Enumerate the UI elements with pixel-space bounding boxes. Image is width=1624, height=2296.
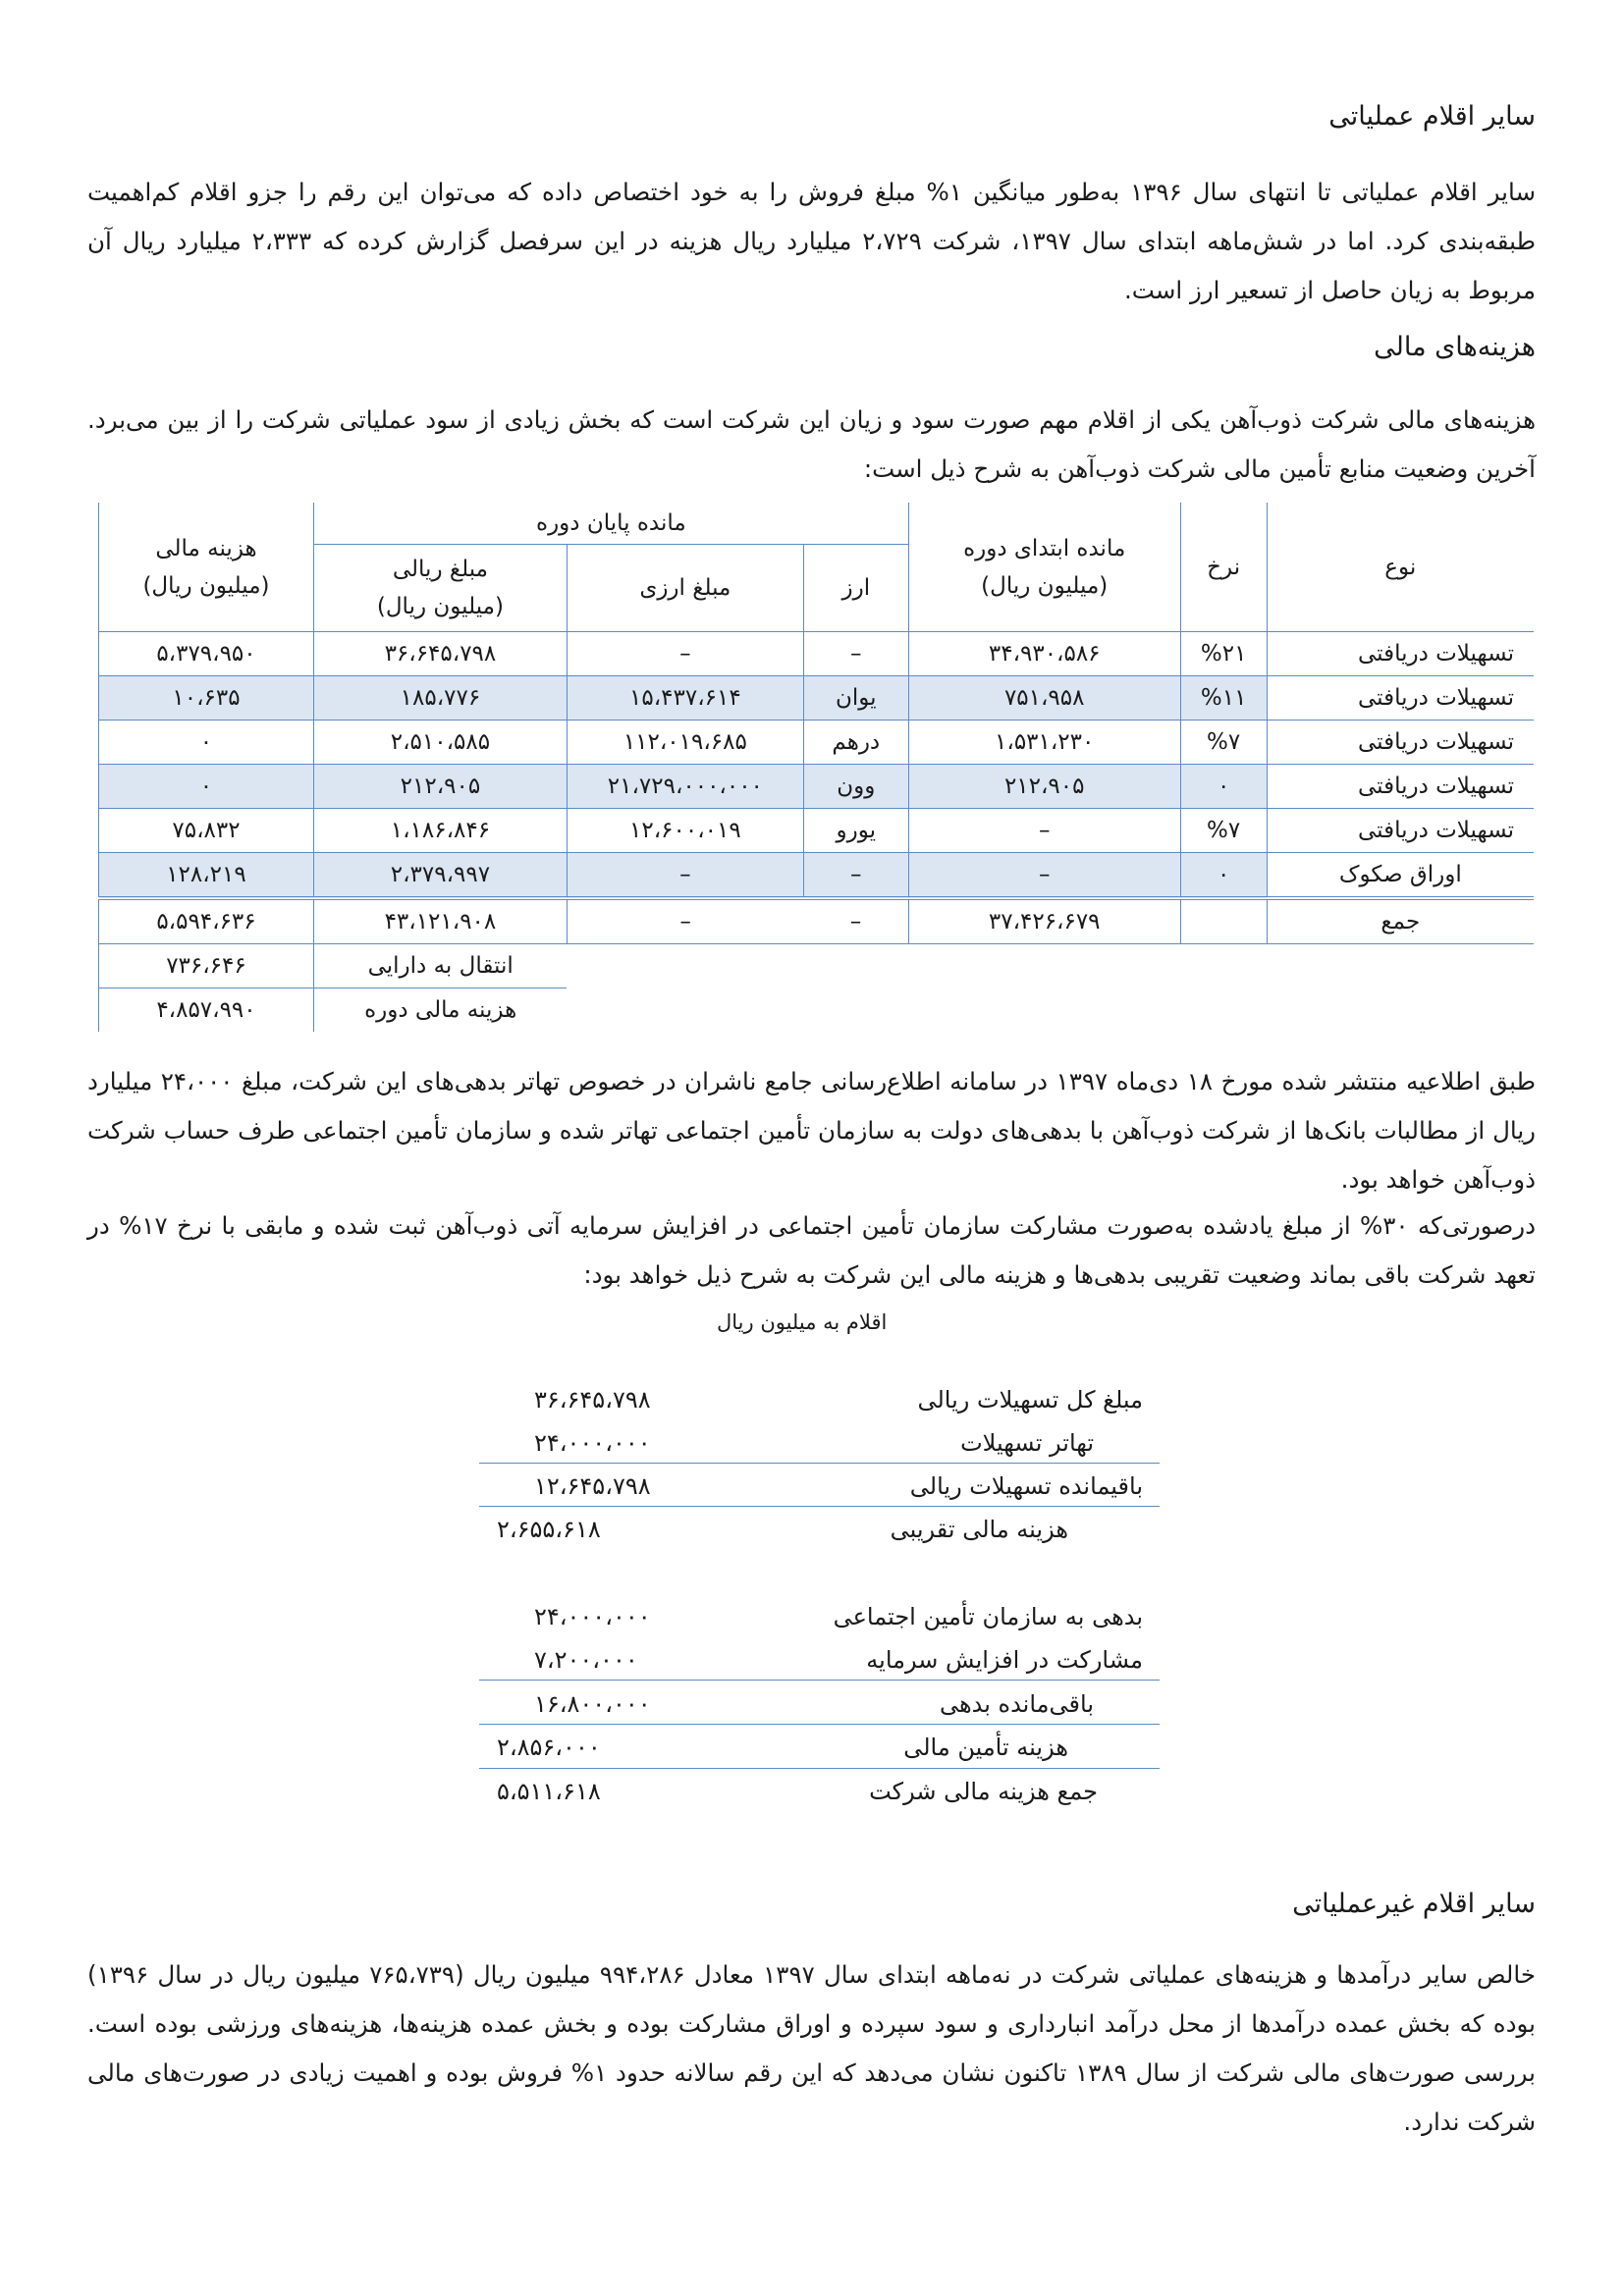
header-type: نوع (1267, 503, 1534, 632)
divider (479, 1463, 1160, 1464)
table-row: تسهیلات دریافتی ۰ ۲۱۲،۹۰۵ وون ۲۱،۷۲۹،۰۰۰،۰۰۰ ۲۱۲،۹۰۵ ۰ (99, 765, 1535, 809)
header-rate: نرخ (1180, 503, 1267, 632)
calc-row: باقی‌مانده بدهی ۱۶،۸۰۰،۰۰۰ (534, 1690, 1094, 1718)
table-period-row: هزینه مالی دوره ۴،۸۵۷،۹۹۰ (99, 988, 1535, 1033)
calc-row: تهاتر تسهیلات ۲۴،۰۰۰،۰۰۰ (534, 1429, 1094, 1457)
table-row: تسهیلات دریافتی %۲۱ ۳۴،۹۳۰،۵۸۶ – – ۳۶،۶۴۵،۷۹۸ ۵،۳۷۹،۹۵۰ (99, 632, 1535, 676)
calc-row: مبلغ کل تسهیلات ریالی ۳۶،۶۴۵،۷۹۸ (534, 1386, 1143, 1414)
table-transfer-row: انتقال به دارایی ۷۳۶،۶۴۶ (99, 944, 1535, 988)
table-row: اوراق صکوک ۰ – – – ۲،۳۷۹،۹۹۷ ۱۲۸،۲۱۹ (99, 853, 1535, 899)
calc-row: جمع هزینه مالی شرکت ۵،۵۱۱،۶۱۸ (497, 1778, 1098, 1805)
divider (479, 1680, 1160, 1681)
paragraph-operating: سایر اقلام عملیاتی تا انتهای سال ۱۳۹۶ به‌طور میانگین ۱% مبلغ فروش را به خود اختصاص داده که می‌توان این رقم را جزو اقلام کم‌اهمیت طبقه‌بندی کرد. اما در شش‌ماهه ابتدای سال ۱۳۹۷، شرکت ۲،۷۲۹ میلیارد ریال هزینه در این سرفصل گزارش کرده که ۲،۳۳۳ میلیارد ریال آن مربوط به زیان حاصل از تسعیر ارز است. (87, 178, 1537, 304)
header-fx-amount: مبلغ ارزی (567, 545, 803, 632)
divider (479, 1506, 1160, 1507)
calc-row: مشارکت در افزایش سرمایه ۷،۲۰۰،۰۰۰ (534, 1646, 1143, 1674)
calc-row: بدهی به سازمان تأمین اجتماعی ۲۴،۰۰۰،۰۰۰ (534, 1603, 1143, 1630)
table-row: تسهیلات دریافتی %۱۱ ۷۵۱،۹۵۸ یوان ۱۵،۴۳۷،۶۱۴ ۱۸۵،۷۷۶ ۱۰،۶۳۵ (99, 676, 1535, 721)
header-opening-balance: مانده ابتدای دوره (میلیون ریال) (908, 503, 1180, 632)
header-rial-amount: مبلغ ریالی (میلیون ریال) (313, 545, 567, 632)
header-fin-cost: هزینه مالی (میلیون ریال) (99, 503, 314, 632)
calc-row: هزینه مالی تقریبی ۲،۶۵۵،۶۱۸ (497, 1516, 1068, 1543)
paragraph-financial-costs: هزینه‌های مالی شرکت ذوب‌آهن یکی از اقلام مهم صورت سود و زیان این شرکت است که بخش زیادی از سود عملیاتی شرکت را از بین می‌برد. آخرین وضعیت منابع تأمین مالی شرکت ذوب‌آهن به شرح ذیل است: (87, 405, 1536, 483)
calc-title: اقلام به میلیون ریال (717, 1310, 888, 1334)
calc-row: هزینه تأمین مالی ۲،۸۵۶،۰۰۰ (497, 1734, 1068, 1761)
section-heading-non-operating: سایر اقلام غیرعملیاتی (1292, 1889, 1536, 1919)
table-total-row: جمع ۳۷،۴۲۶،۶۷۹ – – ۴۳،۱۲۱،۹۰۸ ۵،۵۹۴،۶۳۶ (99, 898, 1535, 944)
paragraph-non-operating: خالص سایر درآمدها و هزینه‌های عملیاتی شرکت در نه‌ماهه ابتدای سال ۱۳۹۷ معادل ۹۹۴،۲۸۶ میلیون ریال (۷۶۵،۷۳۹ میلیون ریال در سال ۱۳۹۶) بوده که بخش عمده درآمدها از محل درآمد انبارداری و سود سپرده و اوراق مشارکت بوده و بخش عمده هزینه‌ها، هزینه‌های ورزشی بوده است. بررسی صورت‌های مالی شرکت از سال ۱۳۸۹ تاکنون نشان می‌دهد که این رقم سالانه حدود ۱% فروش بوده و اهمیت زیادی در صورت‌های مالی شرکت ندارد. (87, 1960, 1537, 2136)
header-closing-group: مانده پایان دوره (313, 503, 908, 545)
divider (479, 1768, 1160, 1769)
paragraph-offset-notice: طبق اطلاعیه منتشر شده مورخ ۱۸ دی‌ماه ۱۳۹۷ در سامانه اطلاع‌رسانی جامع ناشران در خصوص تهاتر بدهی‌های این شرکت، مبلغ ۲۴،۰۰۰ میلیارد ریال از مطالبات بانک‌ها از شرکت ذوب‌آهن با بدهی‌های دولت به سازمان تأمین اجتماعی تهاتر شده و سازمان تأمین اجتماعی طرف حساب شرکت ذوب‌آهن خواهد بود. (87, 1067, 1536, 1194)
header-currency: ارز (803, 545, 908, 632)
calc-row: باقیمانده تسهیلات ریالی ۱۲،۶۴۵،۷۹۸ (534, 1472, 1143, 1500)
paragraph-scenario: درصورتی‌که ۳۰% از مبلغ یادشده به‌صورت مشارکت سازمان تأمین اجتماعی در افزایش سرمایه آتی ذوب‌آهن ثبت شده و مابقی با نرخ ۱۷% در تعهد شرکت باقی بماند وضعیت تقریبی بدهی‌ها و هزینه مالی این شرکت به شرح ذیل خواهد بود: (87, 1211, 1537, 1289)
table-row: تسهیلات دریافتی %۷ ۱،۵۳۱،۲۳۰ درهم ۱۱۲،۰۱۹،۶۸۵ ۲،۵۱۰،۵۸۵ ۰ (99, 721, 1535, 765)
section-heading-operating: سایر اقلام عملیاتی (1328, 101, 1536, 132)
financing-table (98, 503, 1534, 1032)
section-heading-financial-costs: هزینه‌های مالی (1374, 332, 1536, 362)
table-row: تسهیلات دریافتی %۷ – یورو ۱۲،۶۰۰،۰۱۹ ۱،۱۸۶،۸۴۶ ۷۵،۸۳۲ (99, 809, 1535, 853)
divider (479, 1724, 1160, 1725)
